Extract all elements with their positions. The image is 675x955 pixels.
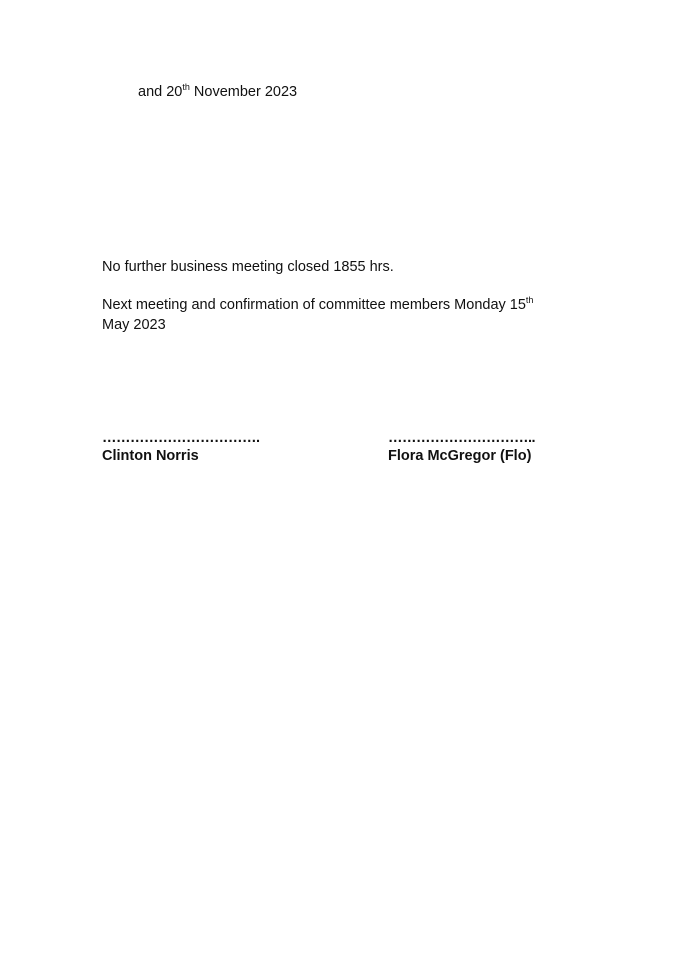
right-signature-line [388, 428, 535, 448]
left-signatory-name [102, 446, 199, 466]
left-signatory-name-text: Clinton Norris [102, 448, 199, 464]
right-signatory-name [388, 446, 531, 466]
date-suffix: November 2023 [189, 84, 298, 100]
date-continuation-line [138, 82, 297, 102]
date-prefix: and 20 [138, 84, 183, 100]
meeting-closed-line [102, 257, 394, 277]
next-meeting-ordinal-suffix: th [525, 295, 534, 305]
left-signature-line [102, 428, 260, 448]
next-meeting-date: May 2023 [102, 317, 166, 333]
next-meeting-line-1 [102, 295, 533, 315]
right-signatory-name-text: Flora McGregor (Flo) [388, 448, 532, 464]
meeting-closed-text: No further business meeting closed 1855 hrs. [102, 259, 394, 275]
right-signature-dots: ………………………….. [388, 430, 536, 446]
next-meeting-text: Next meeting and confirmation of committee members Monday 15 [102, 297, 526, 313]
next-meeting-line-2 [102, 315, 166, 335]
date-ordinal-suffix: th [182, 82, 190, 92]
left-signature-dots: ……………………………. [102, 430, 260, 446]
